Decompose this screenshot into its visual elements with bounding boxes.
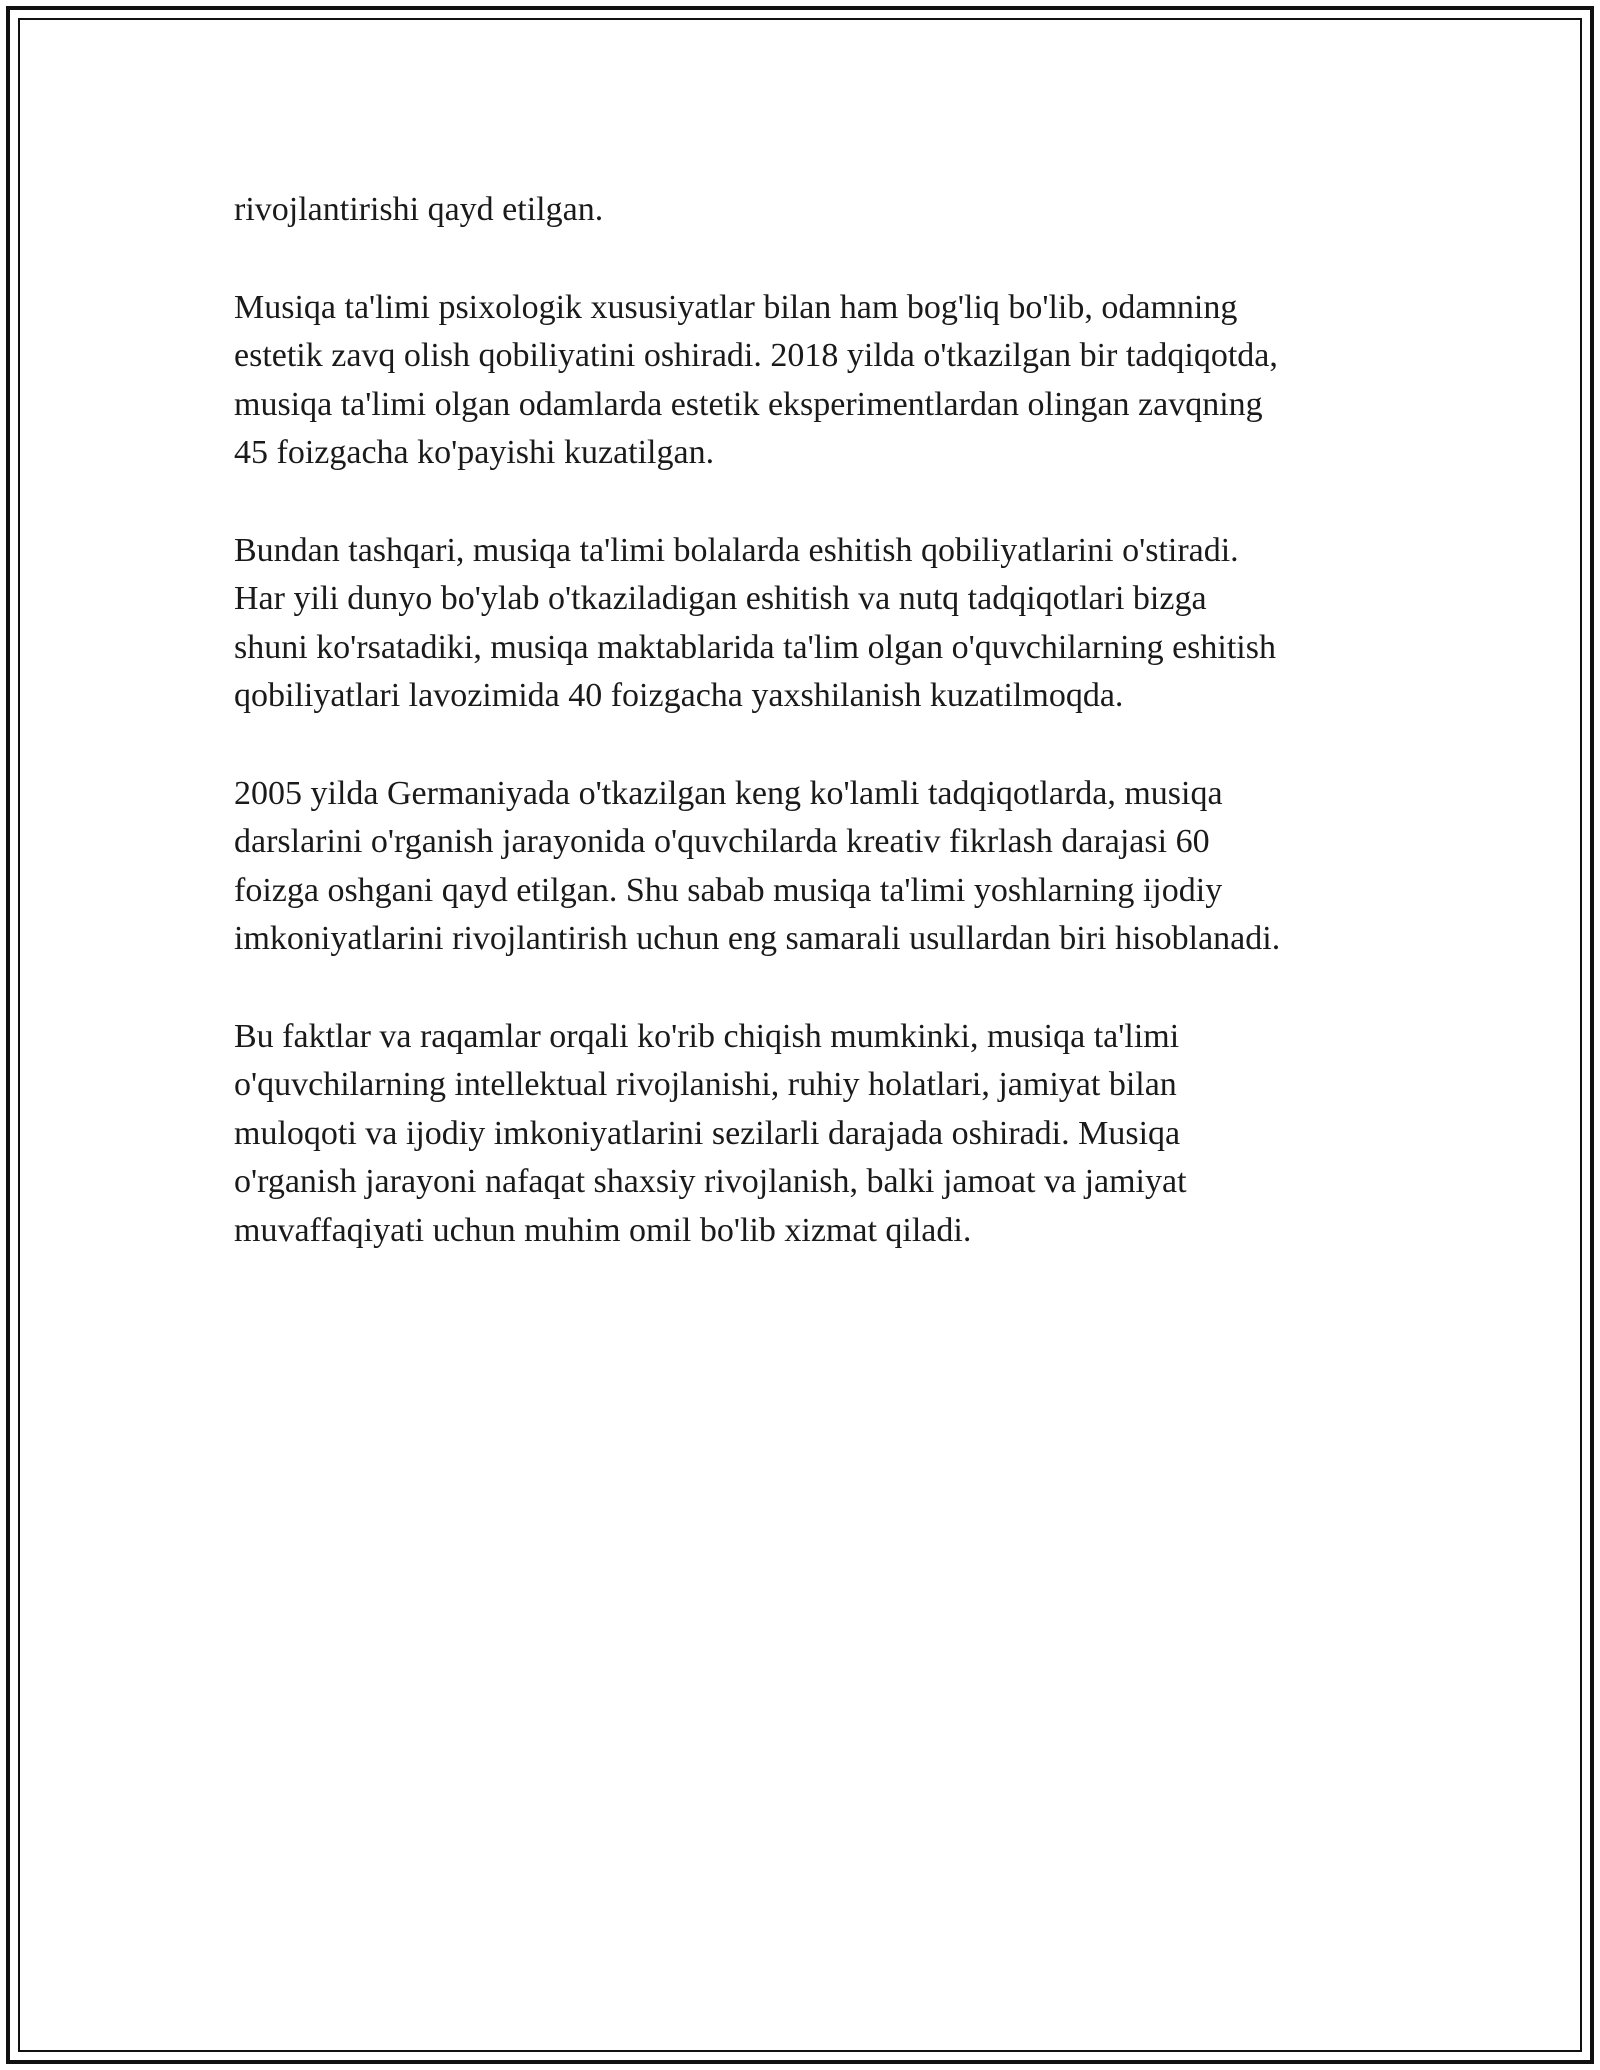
paragraph-hearing: Bundan tashqari, musiqa ta'limi bolalarda eshitish qobiliyatlarini o'stiradi. Har yili dunyo bo'ylab o'tkaziladigan eshitish va nutq tadqiqotlari bizga shuni ko'rsatadiki, musiqa maktablarida ta'lim olgan o'quvchilarning eshitish qobiliyatlari lavozimida 40 foizgacha yaxshilanish kuzatilmoqda.	[234, 531, 1276, 714]
paragraph-psychology: Musiqa ta'limi psixologik xususiyatlar bilan ham bog'liq bo'lib, odamning estetik zavq olish qobiliyatini oshiradi. 2018 yilda o'tkazilgan bir tadqiqotda, musiqa ta'limi olgan odamlarda estetik eksperimentlardan olingan zavqning 45 foizgacha ko'payishi kuzatilgan.	[234, 288, 1278, 471]
document-body	[234, 186, 1384, 1304]
paragraph-germany-study: 2005 yilda Germaniyada o'tkazilgan keng ko'lamli tadqiqotlarda, musiqa darslarini o'rganish jarayonida o'quvchilarda kreativ fikrlash darajasi 60 foizga oshgani qayd etilgan. Shu sabab musiqa ta'limi yoshlarning ijodiy imkoniyatlarini rivojlantirish uchun eng samarali usullardan biri hisoblanadi.	[234, 774, 1281, 957]
paragraph-continuation: rivojlantirishi qayd etilgan.	[234, 191, 604, 228]
paragraph-conclusion: Bu faktlar va raqamlar orqali ko'rib chiqish mumkinki, musiqa ta'limi o'quvchilarning intellektual rivojlanishi, ruhiy holatlari, jamiyat bilan muloqoti va ijodiy imkoniyatlarini sezilarli darajada oshiradi. Musiqa o'rganish jarayoni nafaqat shaxsiy rivojlanish, balki jamoat va jamiyat muvaffaqiyati uchun muhim omil bo'lib xizmat qiladi.	[234, 1017, 1187, 1249]
